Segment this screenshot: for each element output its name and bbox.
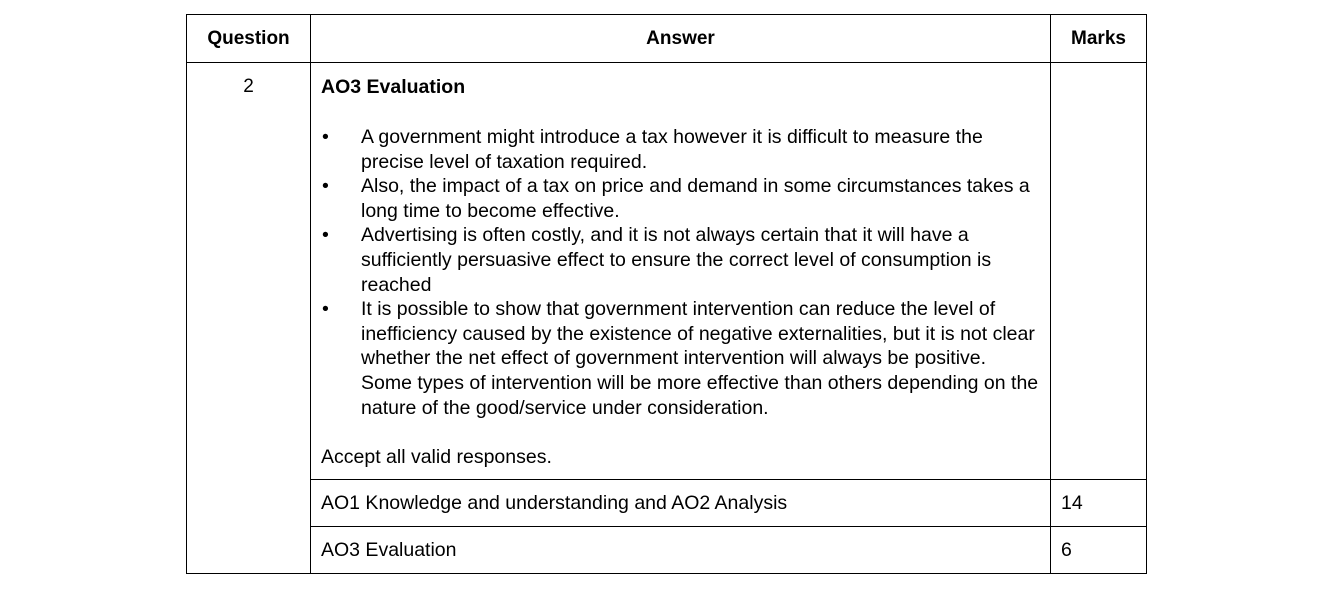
marks-cell-empty — [1051, 63, 1147, 480]
marks-header: Marks — [1051, 15, 1147, 63]
answer-cell — [311, 63, 1051, 480]
answer-point: • Also, the impact of a tax on price and demand in some circumstances takes a long time to become effective. — [321, 174, 1040, 223]
answer-row — [187, 63, 1147, 480]
accept-note: Accept all valid responses. — [321, 446, 552, 469]
marks-row-value: 14 — [1051, 480, 1147, 527]
question-number: 2 — [187, 63, 311, 574]
answer-point: • It is possible to show that government intervention can reduce the level of inefficiency caused by the existence of negative externalities, but it is not clear whether the net effect of government intervention will always be positive. Some types of intervention will be more effective than others depending on the nature of the good/service under consideration. — [321, 297, 1040, 420]
mark-scheme-table — [186, 14, 1147, 574]
marks-row-label: AO1 Knowledge and understanding and AO2 Analysis — [311, 480, 1051, 527]
answer-point: • Advertising is often costly, and it is not always certain that it will have a sufficiently persuasive effect to ensure the correct level of consumption is reached — [321, 223, 1040, 297]
question-header: Question — [187, 15, 311, 63]
answer-points — [321, 125, 1040, 420]
header-row — [187, 15, 1147, 63]
marks-row — [187, 527, 1147, 574]
answer-header: Answer — [311, 15, 1051, 63]
answer-heading: AO3 Evaluation — [321, 76, 466, 98]
answer-point: • A government might introduce a tax however it is difficult to measure the precise level of taxation required. — [321, 125, 1040, 174]
marks-row-label: AO3 Evaluation — [311, 527, 1051, 574]
marks-row — [187, 480, 1147, 527]
marks-row-value: 6 — [1051, 527, 1147, 574]
